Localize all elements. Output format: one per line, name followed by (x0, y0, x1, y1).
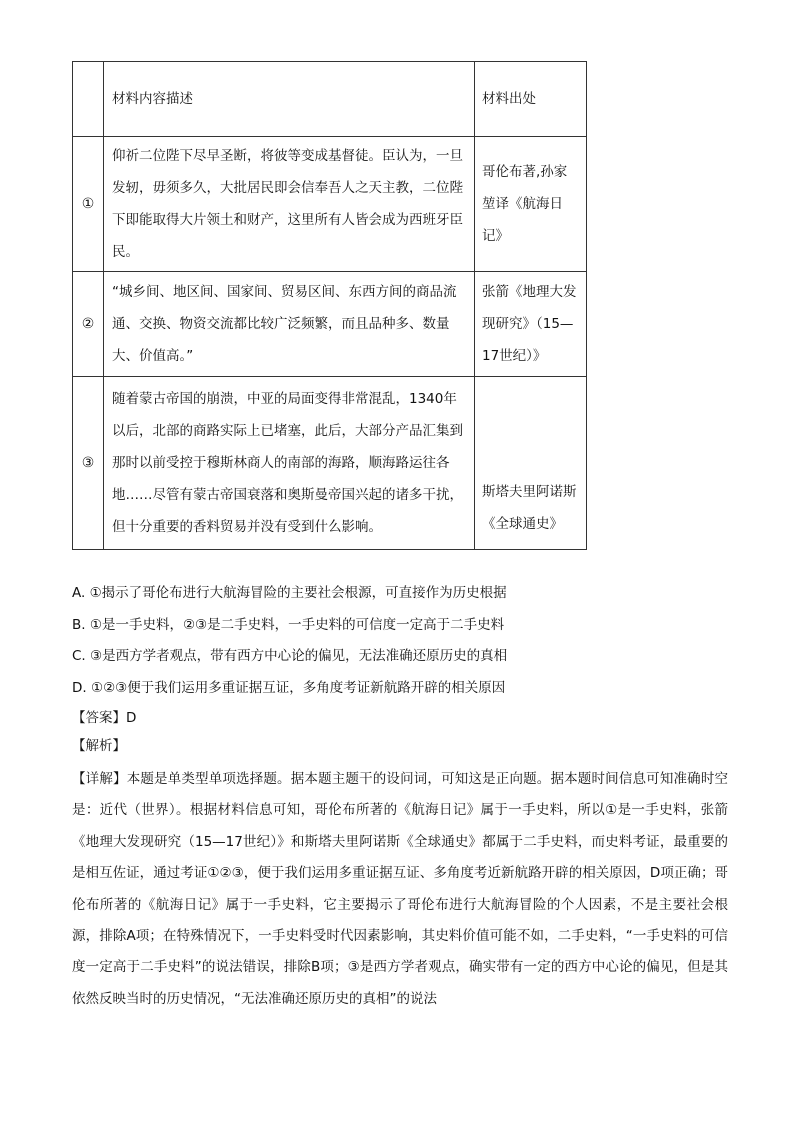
row-number: ① (73, 137, 104, 272)
detail-label: 【详解】 (72, 771, 127, 787)
table-row (73, 377, 587, 550)
table-header-row (73, 62, 587, 137)
detail-text: 本题是单类型单项选择题。据本题主题干的设问词，可知这是正向题。据本题时间信息可知准确时空是：近代（世界）。根据材料信息可知，哥伦布所著的《航海日记》属于一手史料，所以①是一手史料，张箭《地理大发现研究（15—17世纪）》和斯塔夫里阿诺斯《全球通史》都属于二手史料，而史料考证，最重要的是相互佐证，通过考证①②③，便于我们运用多重证据互证、多角度考近新航路开辟的相关原因，D项正确；哥伦布所著的《航海日记》属于一手史料，它主要揭示了哥伦布进行大航海冒险的个人因素，不是主要社会根源，排除A项；在特殊情况下，一手史料受时代因素影响，其史料价值可能不如，二手史料，“一手史料的可信度一定高于二手史料”的说法错误，排除B项；③是西方学者观点，确实带有一定的西方中心论的偏见，但是其依然反映当时的历史情况，“无法准确还原历史的真相”的说法 (72, 771, 729, 1007)
answer-options (72, 578, 732, 704)
header-num-cell (73, 62, 104, 137)
row-description: 随着蒙古帝国的崩溃，中亚的局面变得非常混乱，1340年以后，北部的商路实际上已堵塞，此后，大部分产品汇集到那时以前受控于穆斯林商人的南部的海路，顺海路运往各地……尽管有蒙古帝国衰落和奥斯曼帝国兴起的诸多干扰，但十分重要的香料贸易并没有受到什么影响。 (112, 391, 463, 535)
option-d: D. ①②③便于我们运用多重证据互证，多角度考证新航路开辟的相关原因 (72, 679, 506, 696)
analysis-heading: 【解析】 (72, 738, 126, 754)
header-desc-text: 材料内容描述 (112, 91, 193, 107)
header-source-text: 材料出处 (482, 91, 536, 107)
answer-value: D (126, 710, 137, 726)
answer-line (72, 703, 136, 733)
row-description-cell (104, 377, 475, 550)
row-description: “城乡间、地区间、国家间、贸易区间、东西方间的商品流通、交换、物资交流都比较广泛频繁，而且品种多、数量大、价值高。” (112, 284, 457, 364)
row-source: 张箭《地理大发现研究》（15—17世纪）》 (482, 284, 577, 364)
row-description-cell (104, 137, 475, 272)
header-desc-cell (104, 62, 475, 137)
table-row (73, 137, 587, 272)
row-description-cell (104, 272, 475, 377)
materials-table (72, 61, 587, 550)
option-b: B. ①是一手史料，②③是二手史料，一手史料的可信度一定高于二手史料 (72, 616, 505, 633)
row-source: 哥伦布著,孙家堃译《航海日记》 (482, 164, 568, 244)
table-row (73, 272, 587, 377)
row-number: ③ (73, 377, 104, 550)
header-source-cell (475, 62, 587, 137)
option-c: C. ③是西方学者观点，带有西方中心论的偏见，无法准确还原历史的真相 (72, 648, 508, 664)
answer-label: 【答案】 (72, 710, 126, 726)
row-source-cell (475, 272, 587, 377)
analysis-paragraph (72, 764, 728, 1015)
row-description: 仰祈二位陛下尽早圣断，将彼等变成基督徒。臣认为，一旦发轫，毋须多久，大批居民即会信奉吾人之天主教，二位陛下即能取得大片领土和财产，这里所有人皆会成为西班牙臣民。 (112, 148, 463, 260)
row-source-cell (475, 137, 587, 272)
row-source: 斯塔夫里阿诺斯《全球通史》 (482, 484, 577, 532)
row-source-cell (475, 377, 587, 550)
option-a: A. ①揭示了哥伦布进行大航海冒险的主要社会根源，可直接作为历史根据 (72, 585, 507, 601)
analysis-body (72, 764, 728, 1015)
row-number: ② (73, 272, 104, 377)
